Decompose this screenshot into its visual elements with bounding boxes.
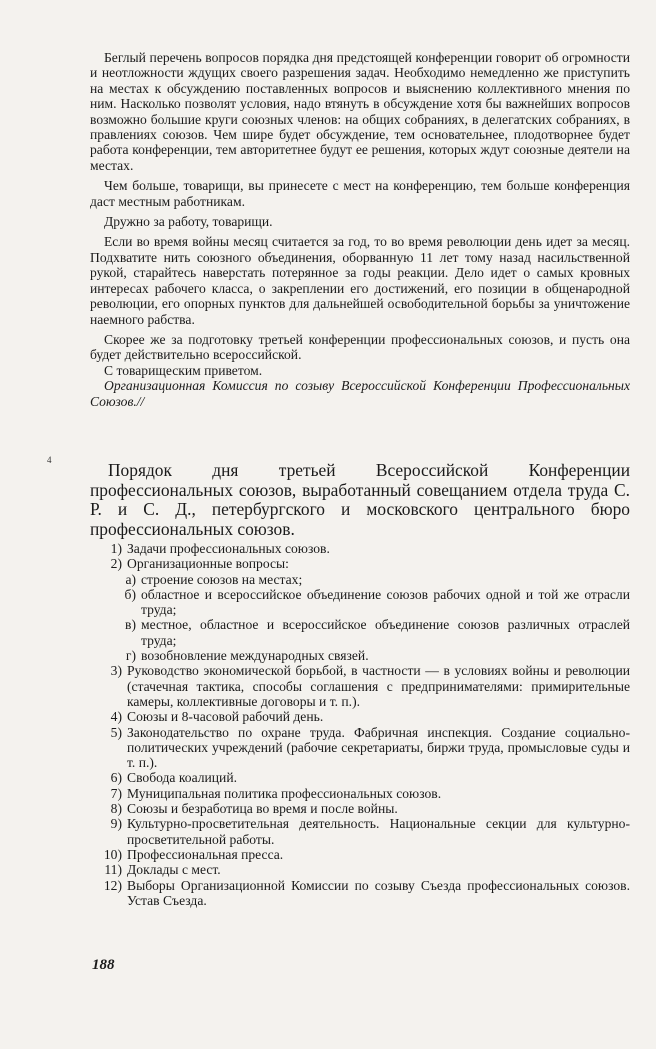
- agenda-item-number: 11): [104, 862, 122, 878]
- agenda-item-number: 7): [110, 785, 122, 801]
- agenda-item-number: в): [125, 617, 136, 633]
- agenda-item: [90, 862, 630, 877]
- agenda-subitem: [90, 572, 630, 587]
- paragraph-2: Чем больше, товарищи, вы принесете с мест на конференцию, тем больше конференция даст местным работникам.: [90, 178, 630, 209]
- agenda-item-text: Культурно-просветительная деятельность. Национальные секции для культурно-просветительной работы.: [127, 816, 630, 847]
- agenda-heading: Порядок дня третьей Всероссийской Конференции профессиональных союзов, выработанный совещанием отдела труда С. Р. и С. Д., петербургского и московского центрального бюро профессиональных союзов.: [90, 460, 630, 539]
- agenda-item-text: областное и всероссийское объединение союзов рабочих одной и той же отрасли труда;: [141, 586, 630, 618]
- signature-organization: Организационная Комиссия по созыву Всероссийской Конференции Профессиональных Союзов.//: [90, 378, 630, 409]
- agenda-item: [90, 541, 630, 556]
- agenda-item-text: Законодательство по охране труда. Фабричная инспекция. Создание социально-политических учреждений (рабочие секретариаты, биржи труда, промысловые суды и т. п.).: [127, 724, 630, 771]
- agenda-item: [90, 878, 630, 909]
- agenda-item-number: 8): [110, 801, 122, 817]
- agenda-subitem: [90, 617, 630, 648]
- agenda-item-text: Выборы Организационной Комиссии по созыву Съезда профессиональных союзов. Устав Съезда.: [127, 877, 630, 908]
- agenda-subitem: [90, 587, 630, 618]
- agenda-item-text: Задачи профессиональных союзов.: [127, 541, 330, 556]
- agenda-item-number: 12): [103, 877, 122, 893]
- agenda-item-text: Муниципальная политика профессиональных союзов.: [127, 785, 442, 801]
- agenda-item-text: Союзы и 8-часовой рабочий день.: [127, 709, 324, 725]
- agenda-item-text: Свобода коалиций.: [127, 770, 238, 786]
- agenda-item: [90, 801, 630, 816]
- agenda-item-number: 6): [110, 770, 122, 786]
- agenda-item-text: возобновление международных связей.: [141, 648, 369, 664]
- agenda-item-number: 4): [110, 709, 122, 725]
- margin-note-number: 4: [47, 455, 52, 465]
- agenda-subitem: [90, 648, 630, 663]
- agenda-item-text: Доклады с мест.: [127, 862, 221, 878]
- agenda-item: [90, 663, 630, 709]
- agenda-item-text: Союзы и безработица во время и после войны.: [127, 801, 398, 817]
- agenda-item-number: а): [125, 571, 136, 587]
- agenda-item-number: 1): [110, 541, 122, 556]
- agenda-item-number: б): [124, 586, 136, 602]
- agenda-item-text: Руководство экономической борьбой, в частности — в условиях войны и революции (стачечная тактика, способы соглашения с предпринимателями: примирительные камеры, коллективные договоры и т. п.).: [127, 663, 630, 709]
- paragraph-3: Дружно за работу, товарищи.: [104, 214, 273, 230]
- agenda-item-number: 9): [110, 816, 122, 832]
- agenda-item: [90, 770, 630, 785]
- agenda-item: [90, 709, 630, 724]
- paragraph-1: Беглый перечень вопросов порядка дня предстоящей конференции говорит об огромности и неотложности ждущих своего разрешения задач. Необходимо немедленно же приступить на местах к обсуждению поставленных вопросов и выяснению коллективного мнения по ним. Насколько позволят условия, надо втянуть в обсуждение хотя бы важнейших вопросов возможно большие круги союзных членов: на общих собраниях, в делегатских собраниях, в правлениях союзов. Чем шире будет обсуждение, тем основательнее, плодотворнее будет работа конференции, тем авторитетнее будут ее решения, которых ждут союзные деятели на местах.: [90, 50, 630, 173]
- paragraph-4: Если во время войны месяц считается за год, то во время революции день идет за месяц. Подхватите нить союзного объединения, оборванную 11 лет тому назад насильственной рукой, старайтесь наверстать потерянное за годы реакции. Дело идет о самых кровных интересах рабочего класса, о закреплении его достижений, его позиции в общенародной революции, его опорных пунктов для дальнейшей освободительной борьбы за уничтожение наемного рабства.: [90, 234, 630, 327]
- paragraph-5: Скорее же за подготовку третьей конференции профессиональных союзов, и пусть она будет действительно всероссийской.: [90, 331, 630, 363]
- agenda-item: [90, 786, 630, 801]
- paragraph-6: С товарищеским приветом.: [104, 362, 263, 378]
- agenda-item-number: г): [125, 648, 136, 664]
- agenda-item-text: Профессиональная пресса.: [127, 846, 284, 862]
- agenda-item: [90, 725, 630, 771]
- agenda-item: [90, 816, 630, 847]
- agenda-list: [90, 541, 630, 908]
- agenda-item: [90, 556, 630, 571]
- page-number: 188: [92, 957, 115, 973]
- agenda-item-number: 10): [103, 846, 122, 862]
- agenda-item-text: Организационные вопросы:: [127, 556, 289, 572]
- agenda-item-text: строение союзов на местах;: [141, 571, 303, 587]
- agenda-item-text: местное, областное и всероссийское объединение союзов различных отраслей труда;: [141, 617, 630, 648]
- agenda-item: [90, 847, 630, 862]
- agenda-item-number: 2): [110, 556, 122, 572]
- agenda-item-number: 5): [110, 724, 122, 740]
- agenda-item-number: 3): [110, 663, 122, 679]
- appeal-text: [90, 50, 630, 409]
